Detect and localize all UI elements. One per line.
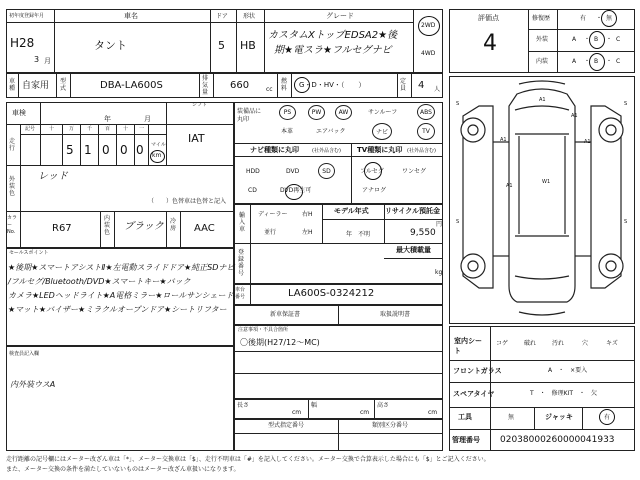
width-unit: cm: [360, 409, 370, 416]
new-warranty-label: 新車保証書: [270, 311, 301, 318]
car-diagram: [449, 76, 635, 324]
int-grade-dot: ・: [584, 58, 591, 65]
dealer-option: ディーラー: [258, 211, 288, 218]
reg-number-label: 登録番号: [238, 249, 245, 277]
mile-label: マイル: [151, 142, 166, 148]
type-number-label: 型式指定番号: [268, 422, 305, 429]
inspector-block: [6, 346, 234, 451]
tools-label: 工具: [458, 413, 472, 421]
displacement-label: 排気量: [202, 75, 209, 96]
front-glass-value: A ・ ×要入: [548, 367, 588, 374]
color-code-label: カラーNo.: [7, 215, 18, 235]
place-unit-1: 十: [49, 126, 55, 132]
grade-value-line2: 期★電スラ★フルセグナビ: [274, 45, 392, 56]
nav-dvd-playback-circle: [285, 184, 303, 200]
height-unit: cm: [428, 409, 438, 416]
nav-type-note: (社外品含む): [312, 148, 341, 154]
front-glass-label: フロントガラス: [453, 367, 502, 375]
sales-point-line: カメラ★LEDヘッドライト★A電格ミラー★ロールサンシェード: [8, 291, 234, 300]
spare-tire-value: T ・ 修理KIT ・ 欠: [530, 390, 598, 397]
ext-color-label: 外装色: [9, 176, 16, 197]
damage-mark: A1: [584, 139, 591, 145]
shape-value: HB: [240, 39, 256, 52]
nav-dvd-playback: DVD再生可: [280, 187, 312, 194]
place-unit-5: 十: [123, 126, 129, 132]
displacement-unit: cc: [266, 86, 273, 93]
right-hand-option: 右H: [302, 211, 313, 218]
manual-label: 取扱説明書: [380, 311, 411, 318]
mileage-digit: 0: [102, 143, 110, 157]
nav-sd: SD: [318, 163, 335, 179]
driven-label: 走行: [9, 138, 16, 152]
reg-date-label: 初年度登録年月: [9, 13, 45, 19]
fuel-value: G・D・HV・（ ）: [299, 81, 366, 89]
repair-dot: ・: [596, 15, 603, 22]
eq-sunroof: サンルーフ: [368, 109, 398, 116]
ext-grade-b: B: [594, 36, 599, 43]
nav-hdd: HDD: [246, 168, 260, 175]
footer-note-1: 走行距離の記号欄にはメーター改ざん車は「*」、メーター交換車は「$」、走行不明車は「#」を記入してください。メーター交換で合算表示した場合にも「$」とご記入ください。: [6, 456, 490, 463]
seat-label: 室内シート: [454, 337, 482, 355]
side-mark: S: [624, 101, 628, 107]
jack-value: 有: [604, 414, 611, 421]
side-mark: S: [456, 101, 460, 107]
capacity-label: 定員: [400, 78, 407, 92]
tv-oneseg: ワンセグ: [402, 168, 427, 175]
place-unit-6: 一: [139, 126, 145, 132]
door-value: 5: [218, 39, 225, 52]
tv-fullseg-circle: [364, 162, 382, 180]
repair-label: 修復歴: [532, 15, 551, 22]
score-label: 評価点: [478, 14, 499, 22]
notes-block: [234, 325, 443, 399]
ext-grade-label: 外装: [536, 36, 549, 43]
car-name-label: 車名: [124, 12, 138, 20]
eq-pw: PW: [308, 105, 325, 120]
mgmt-number-label: 管理番号: [452, 436, 480, 444]
ext-color-value: レッド: [38, 171, 68, 182]
seat-item: 穴: [582, 340, 589, 347]
fuel-label: 燃料: [281, 78, 288, 92]
shape-label: 形状: [243, 13, 256, 20]
tv-type-note: (社外品含む): [407, 148, 436, 154]
ac-value: AAC: [194, 223, 215, 234]
repair-yes: 有: [580, 15, 587, 22]
reg-month-unit: 月: [44, 57, 51, 65]
chassis-value: LA600S-0324212: [288, 288, 375, 299]
color-change-note: （ ）色替車は色替と記入: [148, 198, 227, 205]
ext-grade-dot: ・: [584, 36, 591, 43]
equipment-title: 装備品に丸印: [237, 108, 262, 123]
car-name-value: タント: [94, 39, 127, 52]
mileage-digit: 0: [120, 143, 128, 157]
import-label: 輸入車: [239, 212, 246, 233]
max-load-label: 最大積載量: [396, 246, 431, 254]
int-grade-b: B: [594, 58, 599, 65]
length-unit: cm: [292, 409, 302, 416]
grade-value-line1: カスタムXトップEDSA2★後: [268, 30, 398, 41]
seat-item: 破れ: [524, 340, 537, 347]
chassis-label: 車台番号: [235, 287, 246, 300]
int-grade-dot: ・: [606, 58, 613, 65]
inspector-label: 検査員記入欄: [9, 351, 40, 357]
damage-mark: A1: [506, 183, 513, 189]
capacity-value: 4: [418, 80, 425, 91]
left-hand-option: 左H: [302, 229, 313, 236]
model-year-label: モデル年式: [334, 207, 369, 215]
recycle-yen: 円: [436, 221, 443, 228]
eq-aw: AW: [335, 105, 352, 120]
place-unit-2: 万: [69, 126, 75, 132]
reg-era-year: H28: [10, 36, 35, 50]
eq-ps: PS: [279, 105, 296, 120]
eq-leather: 本革: [281, 128, 294, 135]
use-value: 自家用: [22, 81, 50, 91]
tv-type-title: TV種類に丸印: [357, 146, 403, 154]
damage-mark: A1: [571, 113, 578, 119]
nav-type-title: ナビ種類に丸印: [250, 146, 299, 154]
damage-mark: W1: [542, 179, 551, 185]
tv-analog: アナログ: [362, 187, 387, 194]
side-mark: S: [624, 219, 628, 225]
sales-point-line: /フルセグ/Bluetooth/DVD★スマートキー★バック: [8, 277, 191, 286]
jack-label: ジャッキ: [545, 413, 573, 421]
model-year-value: 年 不明: [346, 231, 371, 238]
eq-abs: ABS: [417, 104, 435, 120]
seat-item: キズ: [606, 340, 618, 347]
sales-point-line: ★後期★スマートアシストⅡ★左電動スライドドア★純正SDナビ: [8, 263, 235, 272]
seat-item: コゲ: [496, 340, 509, 347]
inspector-value: 内外装ウスA: [10, 380, 56, 389]
notes-value: 〇後期(H27/12〜MC): [240, 338, 320, 347]
drive-2wd: 2WD: [421, 22, 436, 29]
km-label: km: [152, 152, 162, 159]
length-label: 長さ: [237, 402, 250, 409]
parallel-option: 並行: [264, 229, 277, 236]
seat-item: 汚れ: [552, 340, 565, 347]
int-grade-a: A: [572, 58, 577, 65]
shift-label: シフト: [192, 102, 208, 108]
int-color-label: 内装色: [104, 215, 111, 236]
sales-points-label: セールスポイント: [9, 250, 49, 256]
footer-note-2: また、メーター交換の条件を満たしていないものはメーター改ざん車扱いになります。: [6, 466, 240, 473]
int-color-value: ブラック: [124, 221, 164, 232]
tv-fullseg: フルセグ: [360, 168, 384, 175]
jack-yes-circle: [599, 409, 615, 425]
class-number-label: 類別区分番号: [372, 422, 409, 429]
tools-value: 無: [508, 414, 515, 421]
eq-airbag: エアバック: [316, 128, 346, 135]
use-label: 車種: [9, 78, 16, 92]
door-label: ドア: [216, 13, 228, 20]
eq-tv: TV: [417, 123, 435, 140]
int-grade-c: C: [616, 58, 621, 65]
model-label: 型式: [60, 78, 67, 92]
place-unit-4: 百: [105, 126, 111, 132]
inspection-label: 車検: [12, 109, 26, 117]
repair-no: 無: [606, 15, 613, 22]
spec-row: [6, 73, 443, 98]
dims-block: [234, 399, 443, 419]
color-code-value: R67: [52, 223, 72, 234]
ac-label: 冷房: [170, 218, 177, 232]
grade-label: グレード: [326, 12, 354, 20]
side-mark: S: [456, 219, 460, 225]
inspection-month-unit: 月: [144, 115, 151, 123]
int-grade-label: 内装: [536, 58, 549, 65]
height-label: 高さ: [377, 402, 390, 409]
recycle-value: 9,550: [410, 228, 436, 238]
score-value: 4: [483, 31, 497, 56]
ext-grade-a: A: [572, 36, 577, 43]
sales-point-line: ★マット★バイザー★ミラクルオープンドア★シートリフター: [8, 305, 227, 314]
spare-tire-label: スペアタイヤ: [453, 390, 495, 398]
ext-grade-c: C: [616, 36, 621, 43]
shift-value: IAT: [188, 132, 205, 145]
mileage-digit: 5: [66, 143, 74, 157]
place-unit-3: 千: [87, 126, 93, 132]
inspection-year-unit: 年: [104, 115, 111, 123]
ext-grade-dot: ・: [606, 36, 613, 43]
capacity-unit: 人: [434, 86, 441, 93]
mgmt-number-value: 02038000260000041933: [500, 435, 615, 445]
max-load-unit: kg: [435, 269, 443, 276]
drive-4wd: 4WD: [421, 50, 436, 57]
eq-navi: ナビ: [372, 123, 392, 140]
model-value: DBA-LA600S: [100, 80, 163, 91]
width-label: 幅: [311, 402, 318, 409]
mileage-digit: 0: [136, 143, 144, 157]
digits-label: 記号: [25, 126, 36, 132]
nav-dvd: DVD: [286, 168, 300, 175]
nav-cd: CD: [248, 187, 257, 194]
mileage-digit: 1: [84, 143, 92, 157]
displacement-value: 660: [230, 80, 250, 91]
recycle-label: リサイクル預託金: [385, 207, 441, 215]
damage-mark: A1: [500, 137, 507, 143]
notes-label: 注意事項・不具合箇所: [238, 327, 289, 333]
reg-month: 3: [34, 55, 40, 64]
damage-mark: A1: [539, 97, 546, 103]
